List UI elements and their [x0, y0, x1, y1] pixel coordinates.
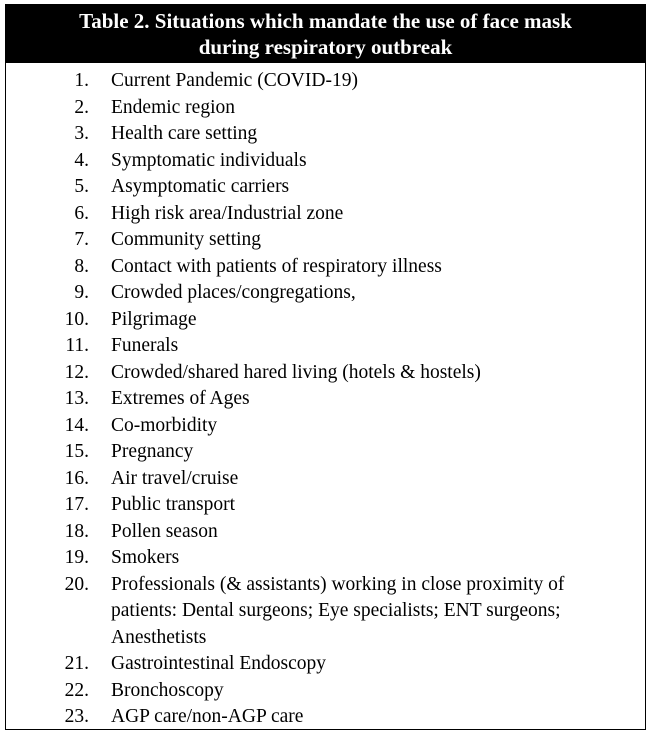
item-text: Co-morbidity: [111, 414, 218, 436]
list-item: [6, 95, 645, 122]
list-item: [6, 360, 645, 387]
item-text: Community setting: [111, 229, 262, 250]
item-number: 2.: [74, 96, 89, 118]
item-text: Professionals (& assistants) working in close proximity of patients: Dental surgeons; Eye specialists; ENT surgeons; Anesthetists: [111, 573, 565, 648]
list-item: [6, 386, 645, 413]
list-item: [6, 333, 645, 360]
list-item: [6, 280, 645, 307]
item-number: 19.: [64, 547, 89, 568]
list-item: [6, 201, 645, 228]
list-item: [6, 704, 645, 731]
item-number: 18.: [64, 520, 89, 542]
item-text: Funerals: [111, 335, 179, 356]
item-number: 3.: [74, 123, 89, 144]
list-item: [6, 307, 645, 334]
item-text: Air travel/cruise: [111, 467, 239, 489]
item-text: Asymptomatic carriers: [111, 176, 290, 197]
item-number: 15.: [64, 441, 89, 462]
item-number: 1.: [74, 70, 89, 91]
item-text: Bronchoscopy: [111, 679, 224, 701]
item-number: 21.: [64, 653, 89, 674]
item-number: 10.: [64, 308, 89, 330]
table-title-line2: during respiratory outbreak: [198, 35, 453, 59]
list-item: [6, 678, 645, 705]
item-number: 8.: [74, 255, 89, 277]
list-item: [6, 439, 645, 466]
list-item: [6, 254, 645, 281]
item-number: 11.: [65, 335, 89, 356]
item-number: 4.: [74, 149, 89, 171]
item-text: Public transport: [111, 494, 236, 515]
item-number: 5.: [74, 176, 89, 197]
list-item: [6, 651, 645, 678]
item-text: Current Pandemic (COVID-19): [111, 70, 358, 91]
item-text: Crowded places/congregations,: [111, 282, 356, 303]
item-number: 22.: [64, 679, 89, 701]
item-number: 6.: [74, 202, 89, 224]
list-item: [6, 148, 645, 175]
list-item: [6, 413, 645, 440]
item-number: 23.: [64, 706, 89, 727]
item-text: Contact with patients of respiratory illness: [111, 255, 442, 277]
list-item: [6, 492, 645, 519]
item-text: Endemic region: [111, 96, 235, 118]
situation-list: [6, 63, 645, 731]
table-header: [6, 5, 645, 63]
item-text: Health care setting: [111, 123, 258, 144]
item-number: 13.: [64, 388, 89, 409]
list-item: [6, 519, 645, 546]
list-item: [6, 174, 645, 201]
item-number: 20.: [64, 573, 89, 595]
item-text: Symptomatic individuals: [111, 149, 307, 171]
item-number: 7.: [74, 229, 89, 250]
item-text: Pilgrimage: [111, 308, 197, 330]
list-item: [6, 572, 645, 652]
item-number: 16.: [64, 467, 89, 489]
list-item: [6, 68, 645, 95]
table-title-line1: Table 2. Situations which mandate the use of face mask: [79, 9, 572, 33]
item-text: Pregnancy: [111, 441, 194, 462]
item-text: AGP care/non-AGP care: [111, 706, 304, 727]
list-item: [6, 466, 645, 493]
item-text: Gastrointestinal Endoscopy: [111, 653, 327, 674]
item-number: 9.: [74, 282, 89, 303]
item-number: 17.: [64, 494, 89, 515]
list-item: [6, 545, 645, 572]
table-2: [5, 4, 646, 730]
list-item: [6, 121, 645, 148]
item-text: Extremes of Ages: [111, 388, 250, 409]
item-text: Pollen season: [111, 520, 218, 542]
list-item: [6, 227, 645, 254]
item-number: 12.: [64, 361, 89, 383]
item-number: 14.: [64, 414, 89, 436]
item-text: Crowded/shared hared living (hotels & hostels): [111, 361, 481, 383]
item-text: Smokers: [111, 547, 180, 568]
item-text: High risk area/Industrial zone: [111, 202, 344, 224]
